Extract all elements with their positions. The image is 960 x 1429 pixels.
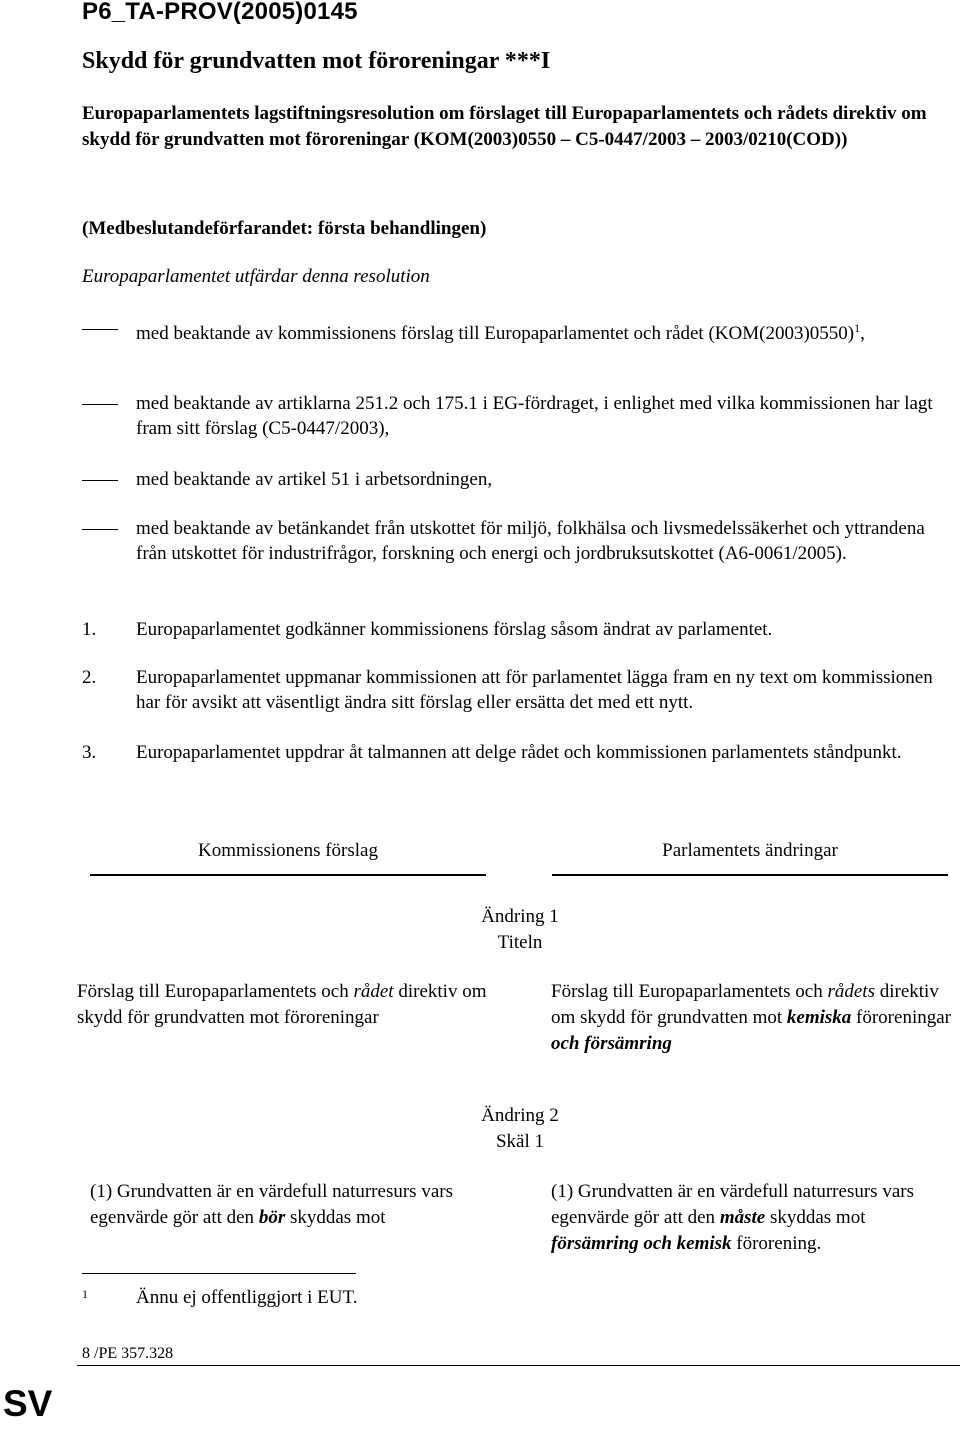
footnote-rule <box>82 1273 356 1274</box>
citation-item <box>136 467 946 492</box>
citation-item <box>136 516 946 566</box>
dash-marker <box>82 480 118 481</box>
text-run: direktiv om skydd för grundvatten mot <box>551 981 939 1028</box>
text-run: direktiv om skydd för grundvatten mot föroreningar <box>77 981 487 1028</box>
citation-text: med beaktande av artikel 51 i arbetsordningen, <box>136 469 493 490</box>
commission-text <box>90 1179 490 1231</box>
dash-marker <box>82 529 118 530</box>
page-reference: 8 /PE 357.328 <box>82 1345 174 1362</box>
paragraph-number: 2. <box>82 667 97 688</box>
citation-item <box>136 391 946 441</box>
paragraph-text: Europaparlamentet uppmanar kommissionen att för parlamentet lägga fram en ny text om kommissionen har för avsikt att väsentligt ändra sitt förslag eller ersätta det med ett nytt. <box>136 667 933 713</box>
text-run-bold-italic: och försämring <box>551 1033 672 1054</box>
footnote-number: 1 <box>82 1287 88 1301</box>
paragraph-number: 3. <box>82 742 97 763</box>
footnote-marker: 1 <box>854 321 861 335</box>
amendment-target: Titeln <box>497 932 543 953</box>
text-run: (1) Grundvatten är en värdefull naturresurs vars egenvärde gör att den <box>90 1181 453 1228</box>
paragraph-text: Europaparlamentet godkänner kommissionens förslag såsom ändrat av parlamentet. <box>136 619 773 640</box>
citation-text: med beaktande av betänkandet från utskottet för miljö, folkhälsa och livsmedelssäkerhet och yttrandena från utskottet för industrifrågor, forskning och energi och jordbruksutskottet (A6-0061/2005). <box>136 518 925 564</box>
language-code: SV <box>3 1383 53 1424</box>
citation-text: med beaktande av kommissionens förslag till Europaparlamentet och rådet (KOM(2003)0550) <box>136 323 855 344</box>
citation-text: med beaktande av artiklarna 251.2 och 175.1 i EG-fördraget, i enlighet med vilka kommissionen har lagt fram sitt förslag (C5-0447/2003), <box>136 393 933 439</box>
paragraph-number: 1. <box>82 619 97 640</box>
citation-suffix: , <box>860 323 865 344</box>
dash-marker <box>82 404 118 405</box>
text-run-bold-italic: måste <box>719 1207 766 1228</box>
text-run-italic: rådet <box>353 981 394 1002</box>
text-run: (1) Grundvatten är en värdefull naturresurs vars egenvärde gör att den <box>551 1181 914 1228</box>
text-run: förorening. <box>731 1233 822 1254</box>
amendment-target: Skäl 1 <box>495 1131 545 1152</box>
intro-line: Europaparlamentet utfärdar denna resolution <box>82 266 430 287</box>
procedure-label: (Medbeslutandeförfarandet: första behandlingen) <box>82 218 487 239</box>
text-run: skyddas mot <box>285 1207 386 1228</box>
amendment-label <box>380 1103 660 1155</box>
left-column-rule <box>90 874 486 876</box>
amendment-number: Ändring 2 <box>481 1105 559 1126</box>
citation-item <box>136 316 946 346</box>
text-run-bold-italic: försämring och kemisk <box>551 1233 732 1254</box>
document-id: P6_TA-PROV(2005)0145 <box>82 0 358 25</box>
right-column-header: Parlamentets ändringar <box>662 840 838 861</box>
footer-rule <box>77 1365 960 1366</box>
dash-marker <box>82 329 118 330</box>
commission-text <box>77 979 487 1031</box>
parliament-text <box>551 1179 951 1257</box>
resolution-title: Europaparlamentets lagstiftningsresolution om förslaget till Europaparlamentets och rådets direktiv om skydd för grundvatten mot föroreningar (KOM(2003)0550 – C5-0447/2003 – 2003/0210(COD)) <box>82 103 927 150</box>
text-run: föroreningar <box>851 1007 951 1028</box>
text-run: skyddas mot <box>765 1207 866 1228</box>
page-title: Skydd för grundvatten mot föroreningar ***I <box>82 48 551 74</box>
parliament-text <box>551 979 951 1057</box>
text-run-italic: rådets <box>827 981 875 1002</box>
text-run: Förslag till Europaparlamentets och <box>551 981 828 1002</box>
paragraph-text: Europaparlamentet uppdrar åt talmannen att delge rådet och kommissionen parlamentets ståndpunkt. <box>136 742 902 763</box>
text-run-bold-italic: kemiska <box>786 1007 852 1028</box>
footnote-text: Ännu ej offentliggjort i EUT. <box>136 1287 358 1308</box>
amendment-label <box>380 904 660 956</box>
left-column-header: Kommissionens förslag <box>198 840 378 861</box>
text-run-bold-italic: bör <box>258 1207 286 1228</box>
text-run: Förslag till Europaparlamentets och <box>77 981 354 1002</box>
amendment-number: Ändring 1 <box>481 906 559 927</box>
right-column-rule <box>552 874 948 876</box>
